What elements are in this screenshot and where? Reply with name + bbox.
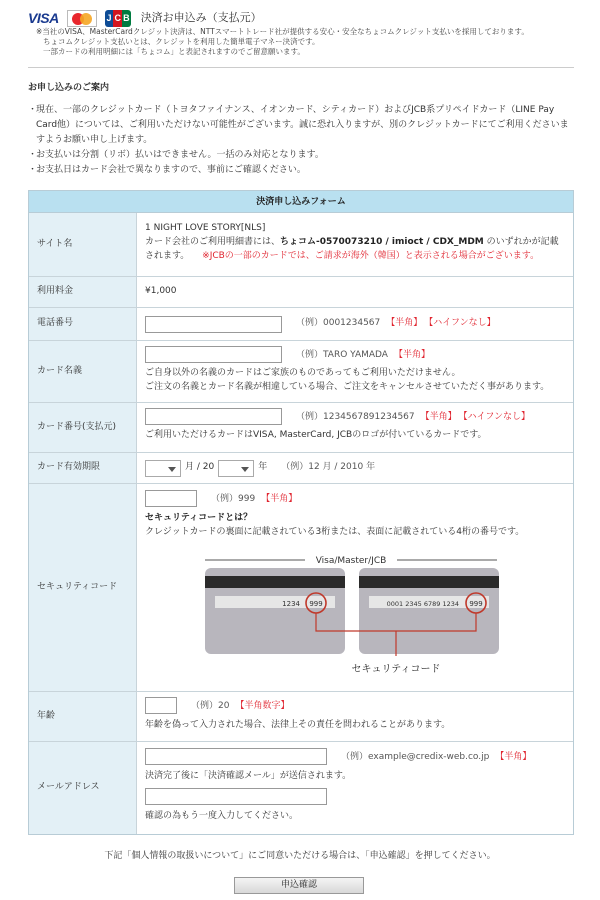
jcb-note: ※JCBの一部のカードでは、ご請求が海外（韓国）と表示される場合がございます。 bbox=[202, 251, 540, 261]
site-name: 1 NIGHT LOVE STORY[NLS] bbox=[145, 223, 266, 233]
security-code-diagram bbox=[197, 548, 537, 678]
fee-value: ¥1,000 bbox=[145, 286, 177, 297]
phone-input[interactable] bbox=[145, 316, 282, 333]
row-fee bbox=[29, 277, 573, 308]
security-code-example: （例）999 bbox=[211, 493, 256, 504]
label-card-name: カード名義 bbox=[29, 341, 137, 402]
card1-code: 999 bbox=[309, 600, 323, 608]
card-name-input[interactable] bbox=[145, 346, 282, 363]
row-card-number bbox=[29, 403, 573, 453]
row-expiry bbox=[29, 453, 573, 484]
site-desc: カード会社のご利用明細書には、ちょコム-0570073210 / imioct / CDX_MDM のいずれかが記載されます。 ※JCBの一部のカードでは、ご請求が海外（韓国）と表示される場合がございます。 bbox=[145, 237, 559, 261]
magnetic-stripe bbox=[359, 576, 499, 588]
email-note: 決済完了後に「決済確認メール」が送信されます。 bbox=[145, 771, 352, 781]
phone-example: （例）0001234567 bbox=[296, 318, 381, 329]
halfwidth-tag: 【半角】 bbox=[420, 411, 457, 422]
label-email: メールアドレス bbox=[29, 742, 137, 834]
security-code-desc: クレジットカードの裏面に記載されている3桁または、表面に記載されている4桁の番号です。 bbox=[145, 527, 525, 537]
card-number-input[interactable] bbox=[145, 408, 282, 425]
age-note: 年齢を偽って入力された場合、法律上その責任を問われることがあります。 bbox=[145, 720, 451, 730]
page-title: 決済お申込み（支払元） bbox=[140, 11, 262, 25]
mastercard-logo bbox=[67, 10, 97, 27]
year-separator: 年 bbox=[258, 462, 268, 473]
email-confirm-note: 確認の為もう一度入力してください。 bbox=[145, 811, 299, 821]
header-note: ※当社のVISA、MasterCardクレジット決済は、NTTスマートトレード社が提供する安心・安全なちょコムクレジット支払いを採用しております。 bbox=[36, 27, 529, 36]
card-name-example: （例）TARO YAMADA bbox=[296, 349, 388, 360]
age-example: （例）20 bbox=[191, 700, 230, 711]
month-separator: 月 / 20 bbox=[185, 462, 215, 473]
age-input[interactable] bbox=[145, 697, 177, 714]
label-expiry: カード有効期限 bbox=[29, 453, 137, 483]
card-name-note: ご自身以外の名義のカードはご家族のものであってもご利用いただけません。 bbox=[145, 368, 461, 378]
payment-form bbox=[28, 190, 574, 835]
guide-item: ・ お支払日はカード会社で異なりますので、事前にご確認ください。 bbox=[28, 165, 306, 175]
halfwidth-tag: 【半角】 bbox=[393, 349, 430, 360]
label-site: サイト名 bbox=[29, 213, 137, 276]
header bbox=[28, 8, 262, 29]
header-note: 一部カードの利用明細には「ちょコム」と表記されますのでご留意願います。 bbox=[43, 46, 305, 56]
expiry-month-select[interactable] bbox=[145, 460, 181, 477]
card2-digits: 0001 2345 6789 1234 bbox=[386, 600, 459, 608]
row-age bbox=[29, 692, 573, 742]
no-hyphen-tag: 【ハイフンなし】 bbox=[424, 318, 496, 329]
halfwidth-tag: 【半角】 bbox=[261, 493, 298, 504]
guide-list bbox=[28, 103, 574, 178]
header-note: ちょコムクレジット支払いとは、クレジットを利用した簡単電子マネー決済です。 bbox=[43, 36, 320, 46]
expiry-year-select[interactable] bbox=[218, 460, 254, 477]
row-email bbox=[29, 742, 573, 834]
submit-button[interactable]: 申込確認 bbox=[234, 877, 364, 894]
halfwidth-tag: 【半角】 bbox=[386, 318, 423, 329]
halfwidth-tag: 【半角】 bbox=[495, 751, 532, 762]
halfwidth-digits-tag: 【半角数字】 bbox=[235, 700, 290, 711]
expiry-example: （例）12 月 / 2010 年 bbox=[281, 462, 376, 473]
visa-logo: VISA bbox=[28, 10, 59, 26]
card-number-example: （例）1234567891234567 bbox=[296, 411, 415, 422]
label-security-code: セキュリティコード bbox=[29, 484, 137, 691]
card2-code: 999 bbox=[469, 600, 483, 608]
row-card-name bbox=[29, 341, 573, 403]
label-fee: 利用料金 bbox=[29, 277, 137, 307]
row-site bbox=[29, 213, 573, 277]
row-phone bbox=[29, 308, 573, 341]
form-heading: 決済申し込みフォーム bbox=[29, 191, 573, 213]
guide-item: ・ 現在、一部のクレジットカード（トヨタファイナンス、イオンカード、シティカード）およびJCB系プリペイドカード（LINE Pay Card他）については、ご利用いただけない可能性がございます。誠に恐れ入りますが、別のクレジットカードにてご利用くださいますようお願い申し上げます。 bbox=[28, 105, 569, 145]
security-code-input[interactable] bbox=[145, 490, 197, 507]
divider bbox=[28, 67, 574, 68]
card1-digits: 1234 bbox=[282, 600, 300, 608]
card-name-note: ご注文の名義とカード名義が相違している場合、ご注文をキャンセルさせていただく事があります。 bbox=[145, 382, 550, 392]
email-input[interactable] bbox=[145, 748, 327, 765]
card-number-note: ご利用いただけるカードはVISA, MasterCard, JCBのロゴが付いているカードです。 bbox=[145, 430, 487, 440]
email-example: （例）example@credix-web.co.jp bbox=[341, 751, 490, 762]
security-code-title: セキュリティコードとは？ bbox=[145, 513, 253, 523]
jcb-logo: J C B bbox=[105, 10, 131, 27]
consent-note: 下記「個人情報の取扱いについて」にご同意いただける場合は、「申込確認」を押してください。 bbox=[104, 851, 496, 861]
magnetic-stripe bbox=[205, 576, 345, 588]
diagram-caption: セキュリティコード bbox=[351, 664, 441, 675]
header-notes bbox=[36, 27, 586, 56]
label-phone: 電話番号 bbox=[29, 308, 137, 340]
guide-item: ・ お支払いは分割（リボ）払いはできません。一括のみ対応となります。 bbox=[28, 150, 324, 160]
label-age: 年齢 bbox=[29, 692, 137, 741]
no-hyphen-tag: 【ハイフンなし】 bbox=[458, 411, 531, 422]
row-security-code bbox=[29, 484, 573, 692]
diagram-brands-label: Visa/Master/JCB bbox=[315, 556, 387, 566]
email-confirm-input[interactable] bbox=[145, 788, 327, 805]
guide-title: お申し込みのご案内 bbox=[28, 83, 110, 93]
label-card-number: カード番号(支払元) bbox=[29, 403, 137, 452]
